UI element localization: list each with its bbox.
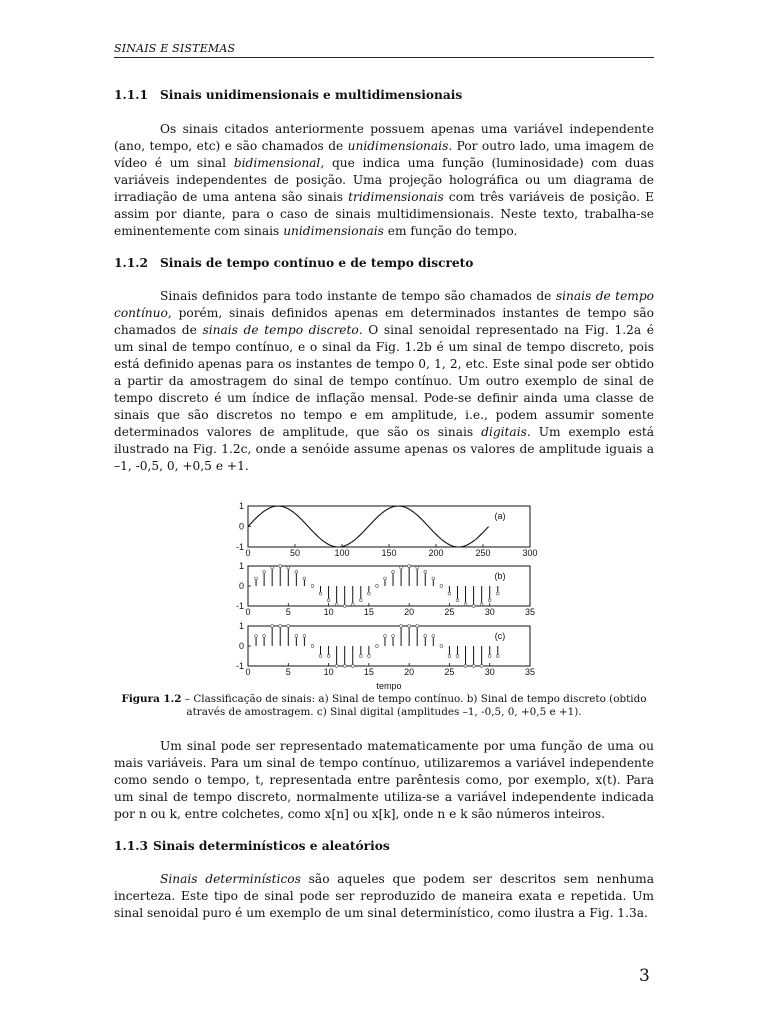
section-1-1-1-heading bbox=[114, 88, 462, 102]
stem-marker bbox=[359, 655, 362, 658]
stem-marker bbox=[255, 577, 258, 580]
stem-marker bbox=[319, 592, 322, 595]
stem-marker bbox=[287, 625, 290, 628]
x-tick-label: 10 bbox=[323, 607, 334, 617]
x-tick-label: 5 bbox=[285, 667, 291, 677]
panel-label: (a) bbox=[494, 511, 506, 521]
stem-marker bbox=[432, 577, 435, 580]
x-tick-label: 100 bbox=[334, 548, 350, 558]
stem-marker bbox=[408, 625, 411, 628]
stem-marker bbox=[327, 599, 330, 602]
stem-marker bbox=[400, 566, 403, 569]
x-tick-label: 200 bbox=[428, 548, 444, 558]
stem-marker bbox=[255, 635, 258, 638]
stem-marker bbox=[456, 599, 459, 602]
page-number: 3 bbox=[639, 966, 650, 986]
stem-marker bbox=[335, 603, 338, 606]
plot-frame bbox=[248, 566, 530, 606]
x-tick-label: 35 bbox=[524, 607, 536, 617]
x-tick-label: 25 bbox=[444, 667, 455, 677]
stem-marker bbox=[343, 605, 346, 608]
stem-marker bbox=[335, 665, 338, 668]
y-tick-label: 0 bbox=[238, 581, 244, 591]
stem-marker bbox=[424, 635, 427, 638]
y-tick-label: -1 bbox=[235, 601, 244, 611]
x-tick-label: 0 bbox=[245, 667, 251, 677]
figure-caption bbox=[114, 693, 654, 719]
stem-marker bbox=[416, 566, 419, 569]
y-tick-label: 0 bbox=[238, 641, 244, 651]
stem-marker bbox=[480, 603, 483, 606]
caption-label: Figura 1.2 bbox=[121, 693, 182, 705]
stem-marker bbox=[271, 566, 274, 569]
stem-marker bbox=[392, 635, 395, 638]
y-tick-label: -1 bbox=[235, 542, 244, 552]
figure-1-2 bbox=[230, 496, 540, 692]
x-tick-label: 15 bbox=[363, 667, 374, 677]
section-1-1-3-heading bbox=[114, 839, 390, 853]
stem-marker bbox=[263, 570, 266, 573]
stem-marker bbox=[416, 625, 419, 628]
stem-marker bbox=[400, 625, 403, 628]
stem-marker bbox=[376, 585, 379, 588]
stem-marker bbox=[271, 625, 274, 628]
stem-marker bbox=[448, 655, 451, 658]
stem-marker bbox=[424, 570, 427, 573]
x-tick-label: 20 bbox=[404, 667, 415, 677]
x-tick-label: 30 bbox=[484, 607, 495, 617]
section-title: Sinais unidimensionais e multidimensionais bbox=[160, 88, 463, 102]
stem-marker bbox=[456, 655, 459, 658]
section-1-1-2-heading bbox=[114, 256, 473, 270]
x-tick-label: 250 bbox=[475, 548, 491, 558]
stem-marker bbox=[319, 655, 322, 658]
section-1-1-2-paragraph-2: Um sinal pode ser representado matematicamente por uma função de uma ou mais variáveis. Para um sinal de tempo contínuo, utilizaremos a variável independente como sendo o tempo, t, representada entre parêntesis como, por exemplo, x(t). Para um sinal de tempo discreto, normalmente utiliza-se a variável independente indicada por n ou k, entre colchetes, como x[n] ou x[k], onde n e k são números inteiros. bbox=[114, 739, 654, 821]
x-tick-label: 30 bbox=[484, 667, 495, 677]
stem-marker bbox=[448, 592, 451, 595]
stem-marker bbox=[384, 635, 387, 638]
stem-marker bbox=[440, 645, 443, 648]
plot-frame bbox=[248, 626, 530, 666]
stem-marker bbox=[480, 665, 483, 668]
x-axis-label: tempo bbox=[376, 681, 402, 691]
stem-marker bbox=[327, 655, 330, 658]
stem-marker bbox=[496, 655, 499, 658]
stem-marker bbox=[367, 655, 370, 658]
stem-marker bbox=[488, 599, 491, 602]
x-tick-label: 15 bbox=[363, 607, 374, 617]
stem-marker bbox=[295, 570, 298, 573]
stem-marker bbox=[472, 605, 475, 608]
stem-marker bbox=[279, 625, 282, 628]
panel-label: (b) bbox=[494, 571, 506, 581]
stem-marker bbox=[359, 599, 362, 602]
stem-marker bbox=[263, 635, 266, 638]
stem-marker bbox=[440, 585, 443, 588]
section-1-1-1-paragraph: Os sinais citados anteriormente possuem apenas uma variável independente (ano, tempo, etc) e são chamados de unidimensionais. Por outro lado, uma imagem de vídeo é um sinal bidimensional, que indica uma função (luminosidade) com duas variáveis independentes de posição. Uma projeção holográfica ou um diagrama de irradiação de uma antena são sinais tridimensionais com três variáveis de posição. E assim por diante, para o caso de sinais multidimensionais. Neste texto, trabalha-se eminentemente com sinais unidimensionais em função do tempo. bbox=[114, 122, 654, 238]
stem-marker bbox=[432, 635, 435, 638]
stem-marker bbox=[384, 577, 387, 580]
y-tick-label: 1 bbox=[238, 621, 244, 631]
stem-marker bbox=[303, 577, 306, 580]
stem-marker bbox=[303, 635, 306, 638]
stem-marker bbox=[392, 570, 395, 573]
y-tick-label: -1 bbox=[235, 661, 244, 671]
caption-text: – Classificação de sinais: a) Sinal de tempo contínuo. b) Sinal de tempo discreto (obtido através de amostragem. c) Sinal digital (amplitudes –1, -0,5, 0, +0,5 e +1). bbox=[181, 693, 647, 718]
stem-marker bbox=[472, 665, 475, 668]
x-tick-label: 10 bbox=[323, 667, 334, 677]
figure-chart bbox=[230, 496, 540, 692]
stem-marker bbox=[351, 665, 354, 668]
stem-marker bbox=[488, 655, 491, 658]
x-tick-label: 150 bbox=[381, 548, 397, 558]
stem-marker bbox=[287, 566, 290, 569]
stem-marker bbox=[343, 665, 346, 668]
stem-marker bbox=[496, 592, 499, 595]
stem-marker bbox=[464, 603, 467, 606]
plot-frame bbox=[248, 506, 530, 547]
section-1-1-2-paragraph-1: Sinais definidos para todo instante de tempo são chamados de sinais de tempo contínuo, porém, sinais definidos apenas em determinados instantes de tempo são chamados de sinais de tempo discreto. O sinal senoidal representado na Fig. 1.2a é um sinal de tempo contínuo, e o sinal da Fig. 1.2b é um sinal de tempo discreto, pois está definido apenas para os instantes de tempo 0, 1, 2, etc. Este sinal pode ser obtido a partir da amostragem do sinal de tempo contínuo. Um outro exemplo de sinal de tempo discreto é um índice de inflação mensal. Pode-se definir ainda uma classe de sinais que são discretos no tempo e em amplitude, i.e., podem assumir somente determinados valores de amplitude, que são os sinais digitais. Um exemplo está ilustrado na Fig. 1.2c, onde a senóide assume apenas os valores de amplitude iguais a –1, -0,5, 0, +0,5 e +1. bbox=[114, 289, 655, 473]
y-tick-label: 1 bbox=[238, 561, 244, 571]
stem-marker bbox=[367, 592, 370, 595]
y-tick-label: 0 bbox=[238, 521, 244, 532]
x-tick-label: 300 bbox=[522, 548, 538, 558]
x-tick-label: 25 bbox=[444, 607, 455, 617]
stem-marker bbox=[279, 565, 282, 568]
stem-marker bbox=[464, 665, 467, 668]
stem-marker bbox=[311, 585, 314, 588]
x-tick-label: 20 bbox=[404, 607, 415, 617]
x-tick-label: 0 bbox=[245, 548, 251, 558]
section-number: 1.1.1 bbox=[114, 88, 148, 102]
x-tick-label: 0 bbox=[245, 607, 251, 617]
running-header: SINAIS E SISTEMAS bbox=[114, 42, 654, 58]
stem-marker bbox=[311, 645, 314, 648]
section-title: Sinais determinísticos e aleatórios bbox=[152, 839, 390, 853]
sine-curve bbox=[248, 506, 489, 547]
section-title: Sinais de tempo contínuo e de tempo discreto bbox=[160, 256, 474, 270]
panel-label: (c) bbox=[494, 631, 506, 641]
stem-marker bbox=[408, 565, 411, 568]
y-tick-label: 1 bbox=[238, 501, 244, 511]
section-number: 1.1.2 bbox=[114, 256, 148, 270]
stem-marker bbox=[295, 635, 298, 638]
section-1-1-3-paragraph: Sinais determinísticos são aqueles que podem ser descritos sem nenhuma incerteza. Este tipo de sinal pode ser reproduzido de maneira exata e repetida. Um sinal senoidal puro é um exemplo de um sinal determinístico, como ilustra a Fig. 1.3a. bbox=[114, 872, 654, 920]
section-number: 1.1.3 bbox=[114, 839, 148, 853]
stem-marker bbox=[351, 603, 354, 606]
stem-marker bbox=[376, 645, 379, 648]
x-tick-label: 35 bbox=[524, 667, 536, 677]
x-tick-label: 50 bbox=[289, 548, 301, 558]
x-tick-label: 5 bbox=[285, 607, 291, 617]
